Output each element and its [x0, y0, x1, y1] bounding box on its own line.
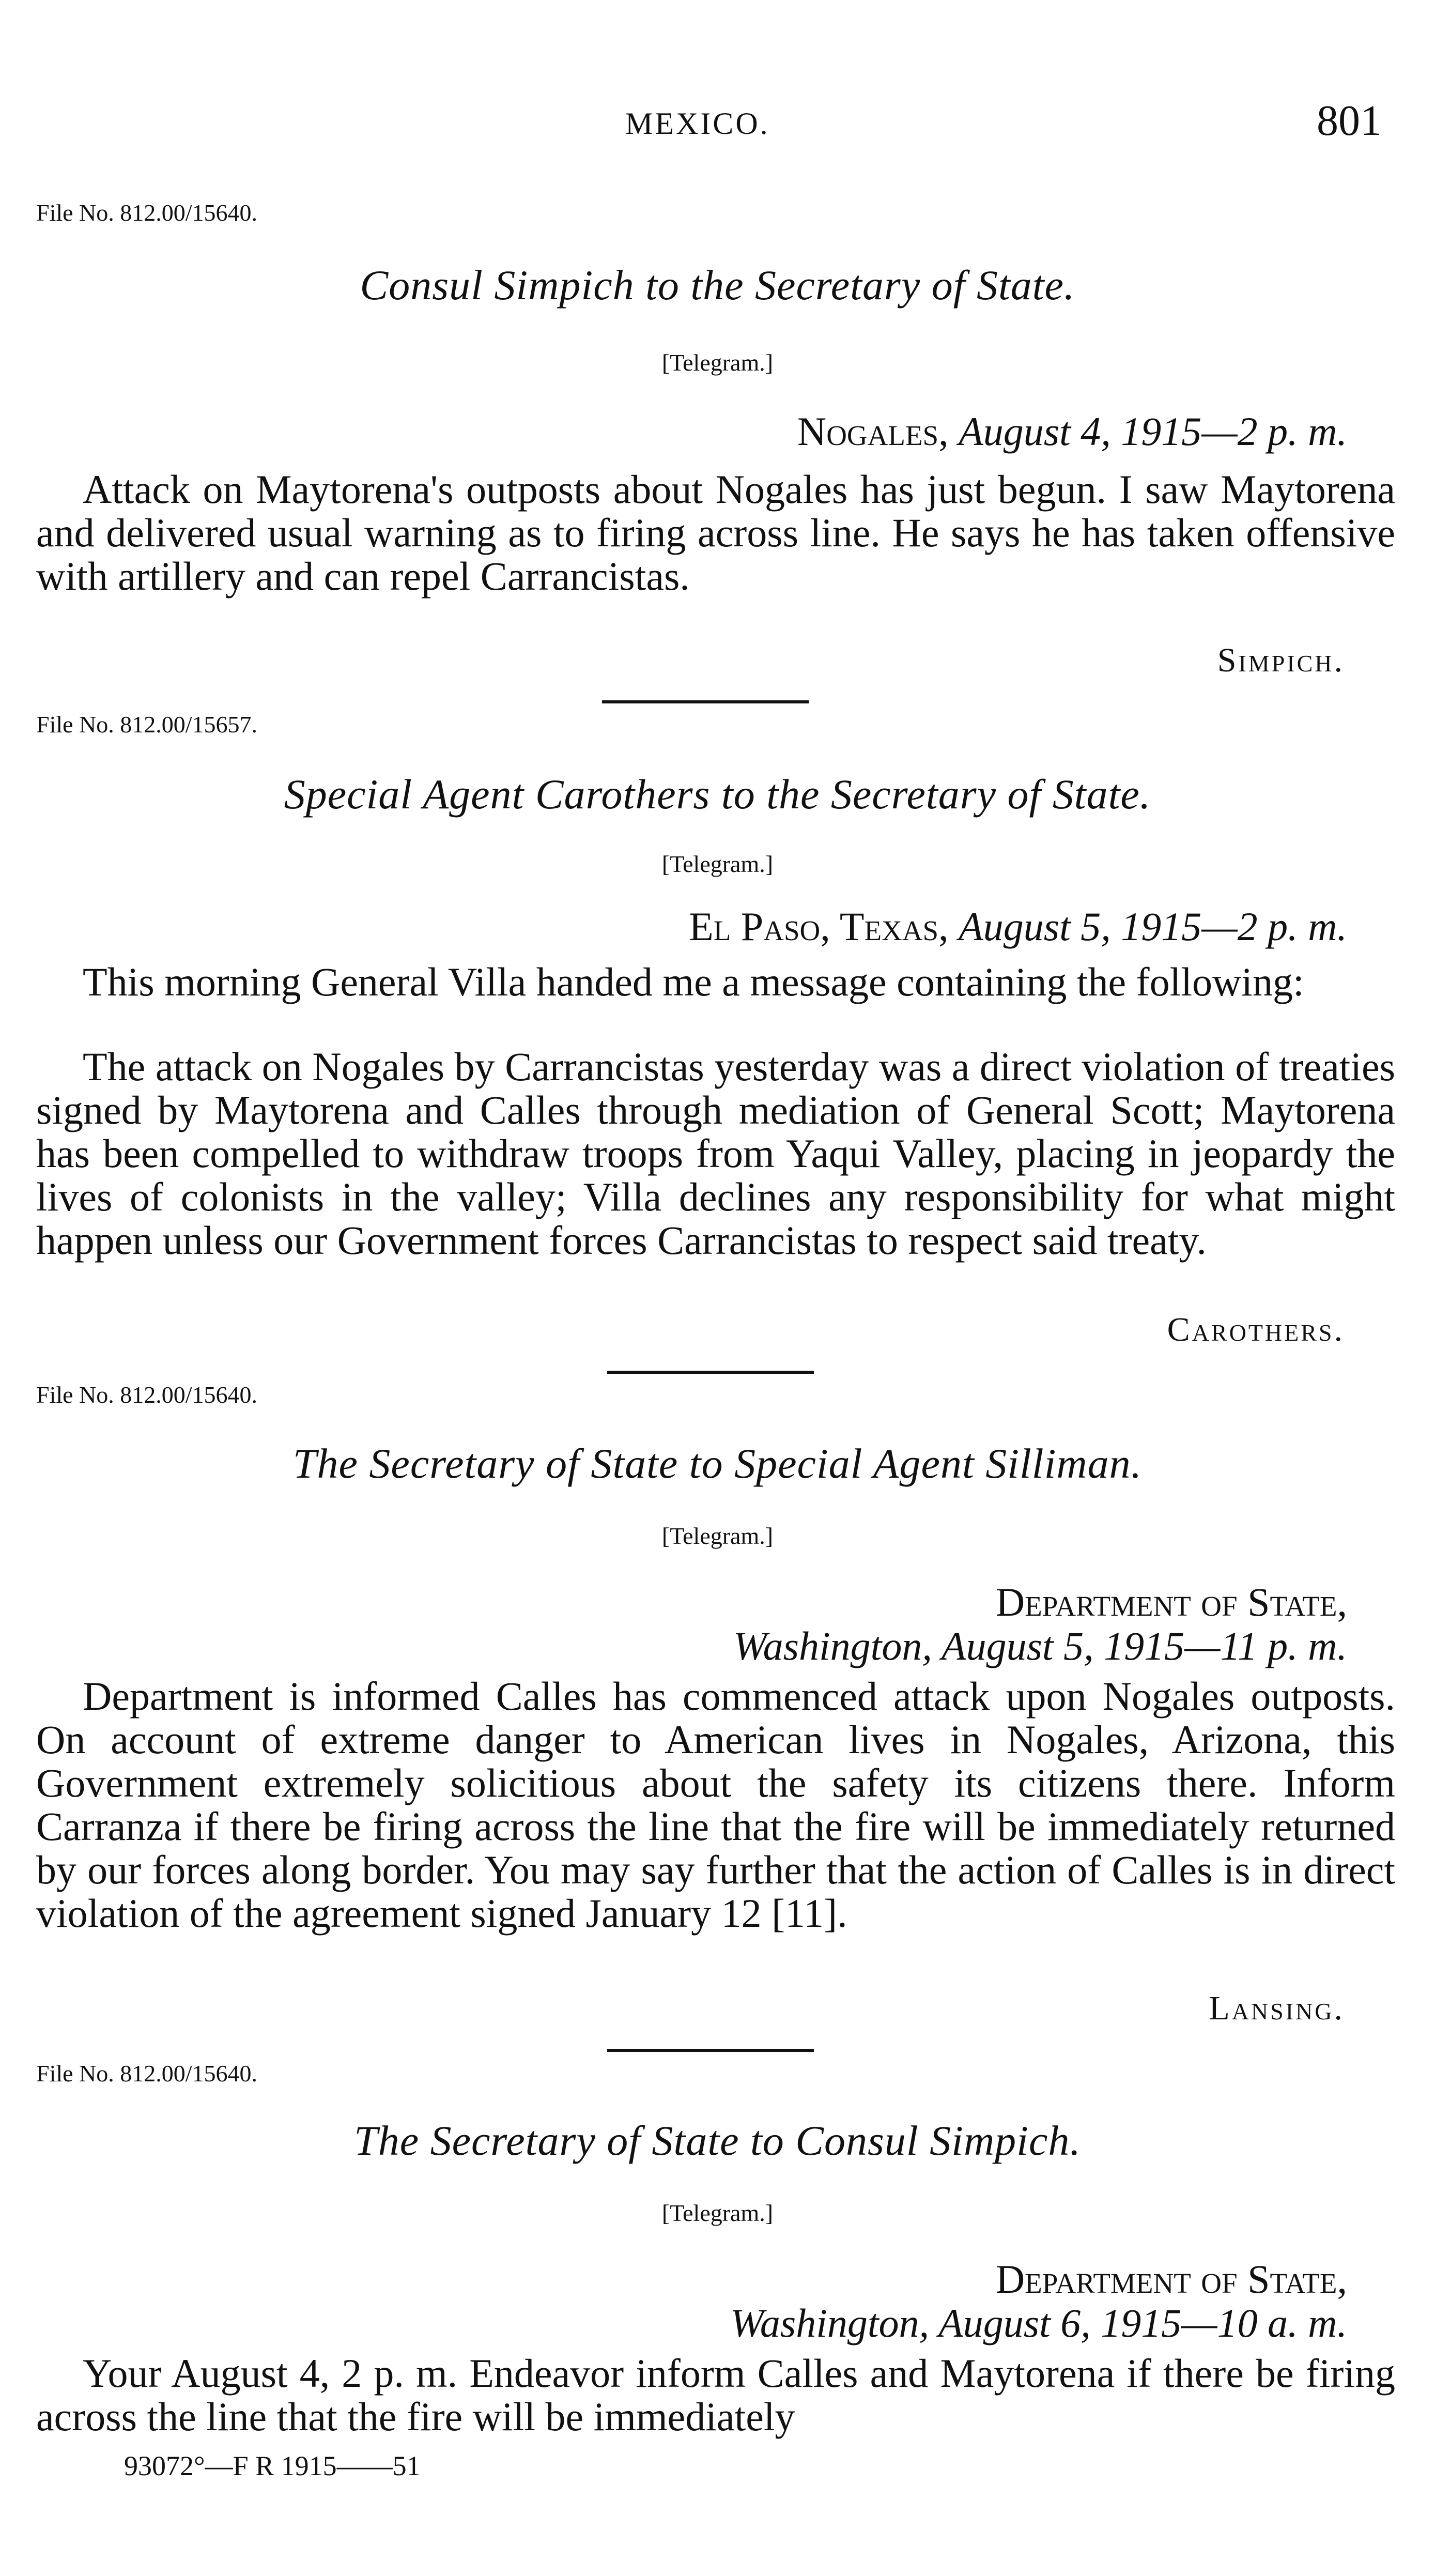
printer-signature: 93072°—F R 1915——51: [124, 2450, 421, 2481]
telegram-body: This morning General Villa handed me a message containing the following:: [83, 959, 1304, 1004]
dateline-date: August 5, 1915—2 p. m.: [959, 904, 1347, 949]
file-number: File No. 812.00/15657.: [36, 711, 258, 738]
divider-rule: [607, 1371, 814, 1374]
running-head: MEXICO.: [625, 106, 770, 141]
telegram-label: [Telegram.]: [661, 349, 774, 376]
telegram-label: [Telegram.]: [661, 1523, 774, 1549]
telegram-body: Your August 4, 2 p. m. Endeavor inform Calles and Maytorena if there be firing across the line that the fire will be immediately: [36, 2351, 1395, 2439]
telegram-label: [Telegram.]: [661, 2200, 774, 2226]
dateline-place: El Paso, Texas,: [689, 904, 949, 949]
dateline: [797, 408, 1347, 455]
divider-rule: [602, 700, 809, 703]
file-number: File No. 812.00/15640.: [36, 200, 258, 226]
dateline-date: Washington, August 5, 1915—11 p. m.: [733, 1623, 1347, 1668]
telegram-body: Department is informed Calles has commenced attack upon Nogales outposts. On account of extreme danger to American lives in Nogales, Arizona, this Government extremely solicitious about the safety its citizens there. Inform Carranza if there be firing across the line that the fire will be immediately returned by our forces along border. You may say further that the action of Calles is in direct violation of the agreement signed January 12 [11].: [36, 1674, 1395, 1936]
document-title: The Secretary of State to Special Agent Silliman.: [292, 1440, 1143, 1487]
document-title: Special Agent Carothers to the Secretary of State.: [284, 771, 1151, 818]
dateline-date: August 4, 1915—2 p. m.: [959, 409, 1347, 454]
page-number: 801: [1317, 97, 1382, 145]
document-title: Consul Simpich to the Secretary of State.: [360, 262, 1075, 309]
signature: Carothers.: [1167, 1311, 1345, 1348]
dateline: [689, 903, 1347, 950]
file-number: File No. 812.00/15640.: [36, 2060, 258, 2087]
dateline-place: Department of State,: [995, 1580, 1347, 1624]
dateline-place: Department of State,: [995, 2257, 1347, 2302]
divider-rule: [607, 2049, 814, 2052]
quoted-message: The attack on Nogales by Carrancistas yesterday was a direct violation of treaties signed by Maytorena and Calles through mediation of General Scott; Maytorena has been compelled to withdraw troops from Yaqui Valley, placing in jeopardy the lives of colonists in the valley; Villa declines any responsibility for what might happen unless our Government forces Carrancistas to respect said treaty.: [36, 1044, 1395, 1263]
dateline-place: Nogales,: [797, 409, 949, 454]
telegram-body: Attack on Maytorena's outposts about Nogales has just begun. I saw Maytorena and delivered usual warning as to firing across line. He says he has taken offensive with artillery and can repel Carrancistas.: [36, 467, 1395, 599]
document-title: The Secretary of State to Consul Simpich.: [354, 2117, 1081, 2164]
signature: Simpich.: [1217, 641, 1345, 679]
signature: Lansing.: [1209, 1989, 1345, 2027]
telegram-label: [Telegram.]: [661, 851, 774, 877]
dateline-date: Washington, August 6, 1915—10 a. m.: [730, 2301, 1347, 2345]
file-number: File No. 812.00/15640.: [36, 1382, 258, 1408]
